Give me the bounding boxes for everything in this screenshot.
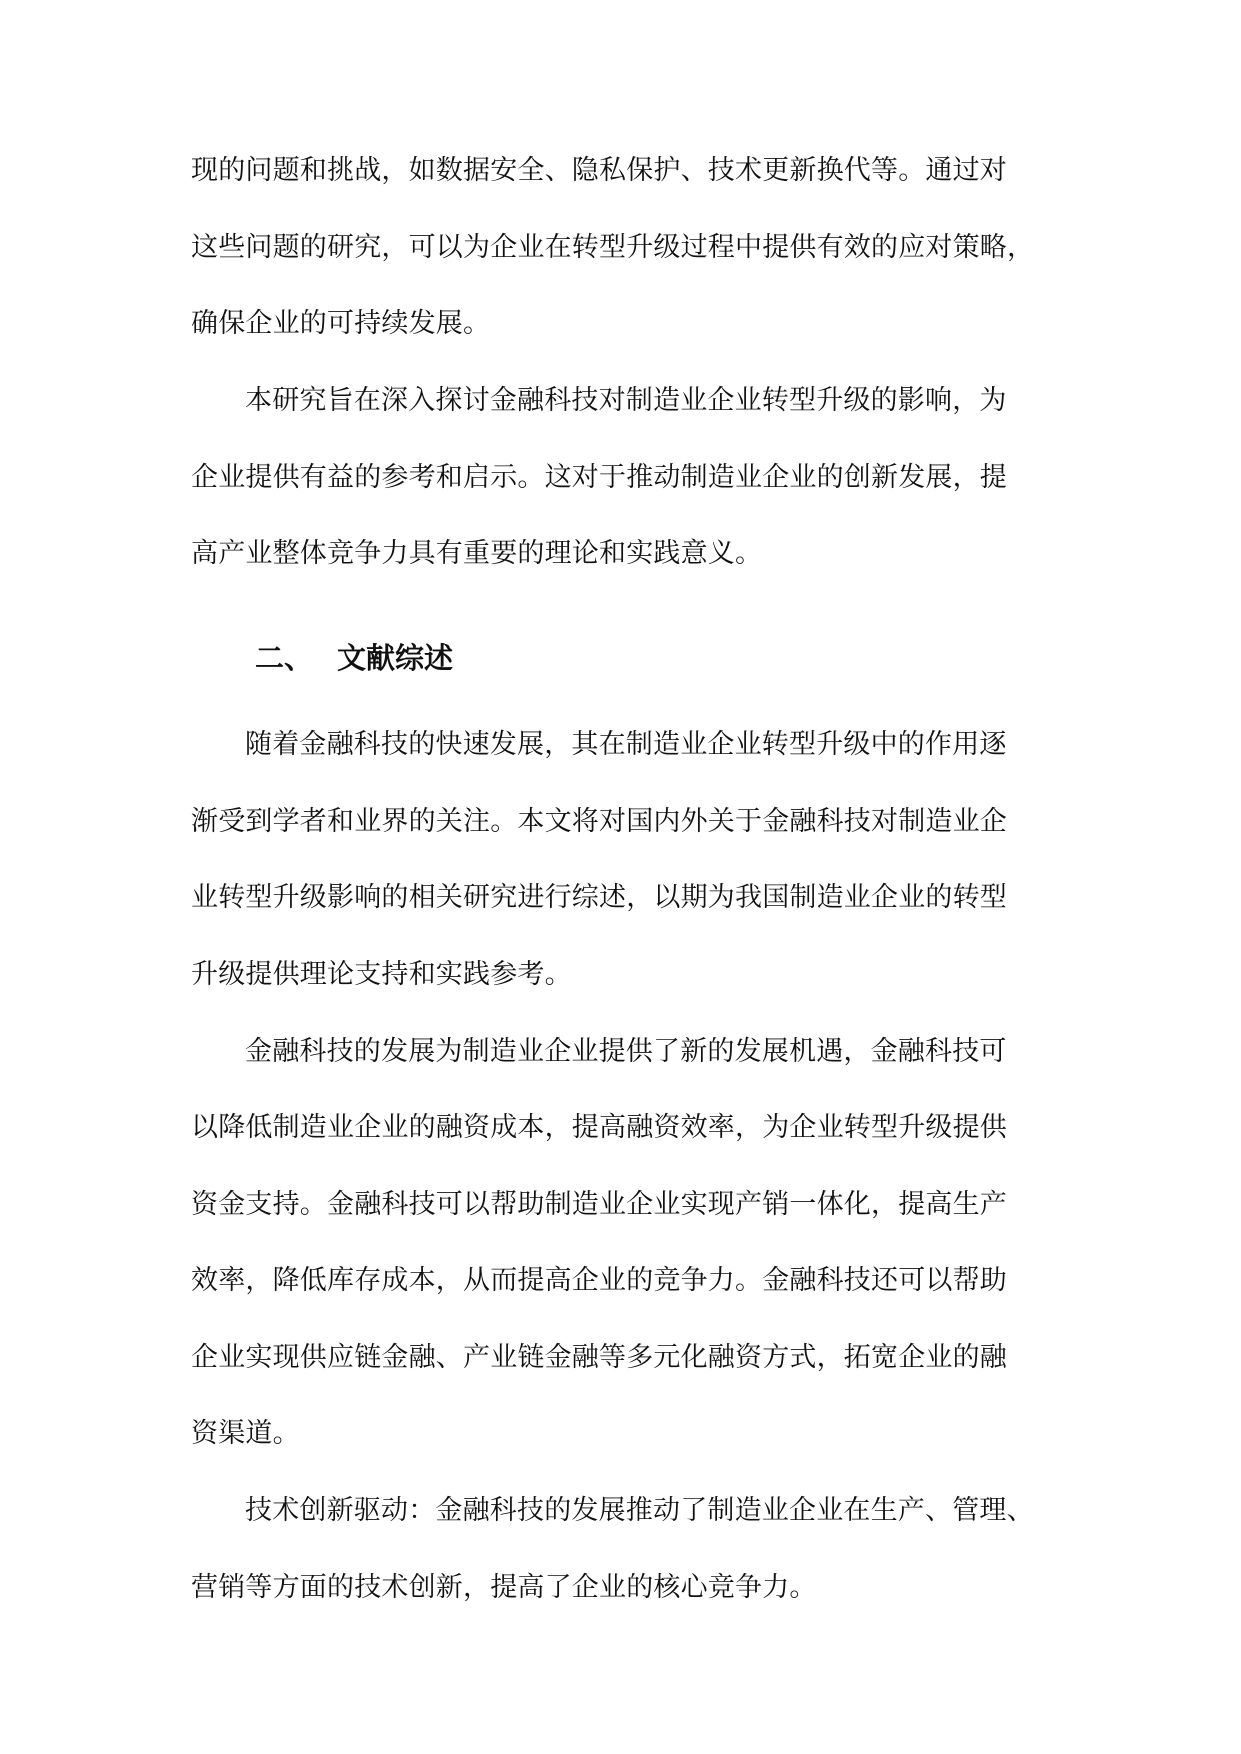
paragraph-5-line-2: 营销等方面的技术创新，提高了企业的核心竞争力。: [191, 1572, 817, 1603]
paragraph-5-line-1: 技术创新驱动：金融科技的发展推动了制造业企业在生产、管理、: [245, 1495, 1034, 1526]
paragraph-4-line-6: 资渠道。: [191, 1418, 300, 1449]
paragraph-3-line-2: 渐受到学者和业界的关注。本文将对国内外关于金融科技对制造业企: [191, 806, 1007, 837]
paragraph-4-line-5: 企业实现供应链金融、产业链金融等多元化融资方式，拓宽企业的融: [191, 1342, 1007, 1373]
section-title: 文献综述: [337, 641, 454, 675]
paragraph-4-line-4: 效率，降低库存成本，从而提高企业的竞争力。金融科技还可以帮助: [191, 1265, 1007, 1296]
paragraph-3-line-1: 随着金融科技的快速发展，其在制造业企业转型升级中的作用逐: [245, 729, 1007, 760]
paragraph-1-line-1: 现的问题和挑战，如数据安全、隐私保护、技术更新换代等。通过对: [191, 155, 1007, 186]
paragraph-4-line-3: 资金支持。金融科技可以帮助制造业企业实现产销一体化，提高生产: [191, 1189, 1007, 1220]
section-heading: [255, 640, 453, 676]
paragraph-4-line-1: 金融科技的发展为制造业企业提供了新的发展机遇，金融科技可: [245, 1036, 1007, 1067]
paragraph-2-line-1: 本研究旨在深入探讨金融科技对制造业企业转型升级的影响，为: [245, 385, 1007, 416]
paragraph-4-line-2: 以降低制造业企业的融资成本，提高融资效率，为企业转型升级提供: [191, 1112, 1007, 1143]
paragraph-3-line-3: 业转型升级影响的相关研究进行综述，以期为我国制造业企业的转型: [191, 882, 1007, 913]
paragraph-3-line-4: 升级提供理论支持和实践参考。: [191, 959, 572, 990]
paragraph-2-line-2: 企业提供有益的参考和启示。这对于推动制造业企业的创新发展，提: [191, 462, 1007, 493]
paragraph-1-line-2: 这些问题的研究，可以为企业在转型升级过程中提供有效的应对策略，: [191, 232, 1035, 263]
paragraph-2-line-3: 高产业整体竞争力具有重要的理论和实践意义。: [191, 538, 763, 569]
paragraph-1-line-3: 确保企业的可持续发展。: [191, 308, 491, 339]
section-number: 二、: [255, 641, 314, 675]
